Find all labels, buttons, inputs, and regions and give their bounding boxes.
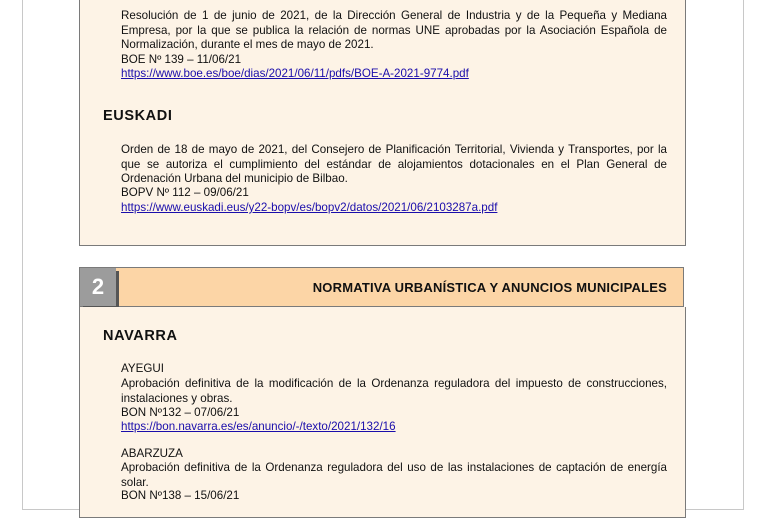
boe-entry-link[interactable]: https://www.boe.es/boe/dias/2021/06/11/pdfs/BOE-A-2021-9774.pdf xyxy=(121,67,469,80)
navarra-item-text: Aprobación definitiva de la Ordenanza reguladora del uso de las instalaciones de captación de energía solar. xyxy=(121,461,667,489)
euskadi-entry-link[interactable]: https://www.euskadi.eus/y22-bopv/es/bopv2/datos/2021/06/2103287a.pdf xyxy=(121,201,498,214)
euskadi-entry-ref: BOPV Nº 112 – 09/06/21 xyxy=(121,186,249,199)
region-heading-euskadi: EUSKADI xyxy=(103,108,173,124)
section-header xyxy=(79,267,684,307)
region-heading-navarra: NAVARRA xyxy=(103,328,178,344)
navarra-item-town: ABARZUZA xyxy=(121,447,183,460)
navarra-item-link[interactable]: https://bon.navarra.es/es/anuncio/-/texto/2021/132/16 xyxy=(121,420,396,433)
boe-entry-text: Resolución de 1 de junio de 2021, de la Dirección General de Industria y de la Pequeña y Mediana Empresa, por la que se publica la relación de normas UNE aprobadas por la Asociación Española de Normalización, durante el mes de mayo de 2021. xyxy=(121,9,667,51)
section-title: NORMATIVA URBANÍSTICA Y ANUNCIOS MUNICIPALES xyxy=(312,280,667,295)
navarra-item-text: Aprobación definitiva de la modificación de la Ordenanza reguladora del impuesto de construcciones, instalaciones y obras. xyxy=(121,377,667,405)
navarra-item-ref: BON Nº132 – 07/06/21 xyxy=(121,406,240,419)
navarra-item-ref: BON Nº138 – 15/06/21 xyxy=(121,489,240,502)
navarra-item-town: AYEGUI xyxy=(121,362,164,375)
section-number: 2 xyxy=(80,268,116,306)
boe-entry-ref: BOE Nº 139 – 11/06/21 xyxy=(121,53,242,66)
euskadi-entry-text: Orden de 18 de mayo de 2021, del Consejero de Planificación Territorial, Vivienda y Transportes, por la que se autoriza el cumplimiento del estándar de alojamientos dotacionales en el Plan General de Ordenación Urbana del municipio de Bilbao. xyxy=(121,143,667,185)
